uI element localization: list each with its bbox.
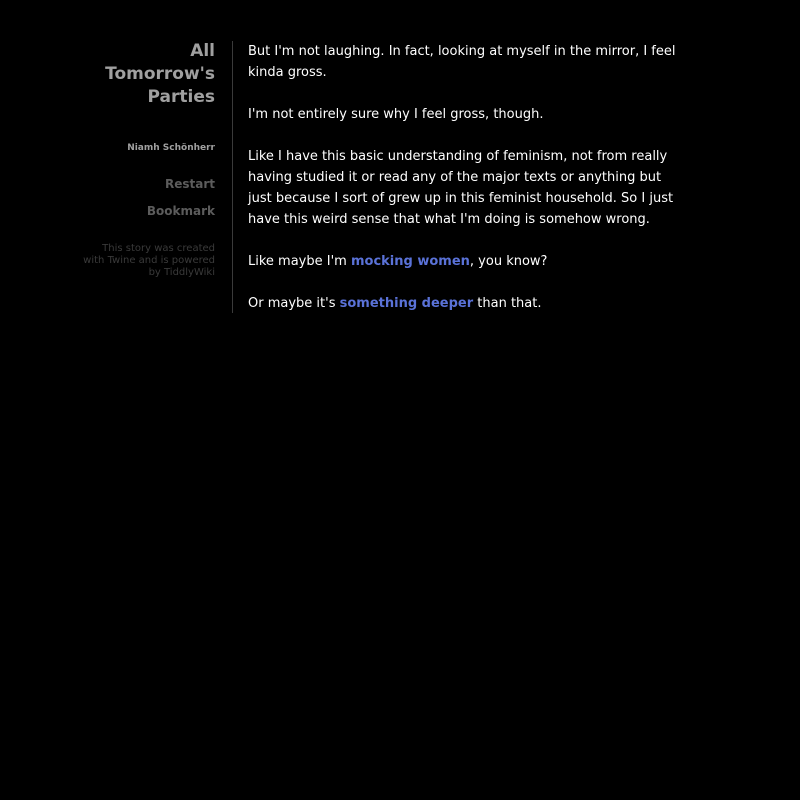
link-mocking-women[interactable]: mocking women bbox=[350, 254, 470, 269]
credits bbox=[60, 243, 215, 279]
passage-paragraph-3: Like I have this basic understanding of feminism, not from really having studied it or read any of the major texts or anything but just because I sort of grew up in this feminist household. So I just have this weird sense that what I'm doing is somehow wrong. bbox=[248, 149, 674, 227]
passage-text: than that. bbox=[473, 296, 542, 311]
credits-line-2: with Twine and is powered bbox=[83, 255, 215, 266]
story-title-line-1: All bbox=[190, 41, 215, 61]
passage-text: Or maybe it's bbox=[248, 296, 340, 311]
sidebar bbox=[60, 40, 215, 279]
story-title bbox=[60, 40, 215, 109]
sidebar-divider bbox=[232, 41, 233, 313]
passage bbox=[248, 41, 688, 335]
link-something-deeper[interactable]: something deeper bbox=[339, 296, 474, 311]
story-author: Niamh Schönherr bbox=[127, 143, 215, 153]
passage-text: , you know? bbox=[469, 254, 548, 269]
passage-paragraph-5 bbox=[248, 293, 688, 314]
story-title-line-3: Parties bbox=[147, 87, 215, 107]
passage-text: Like maybe I'm bbox=[248, 254, 351, 269]
bookmark-link[interactable]: Bookmark bbox=[146, 204, 215, 218]
credits-line-1: This story was created bbox=[102, 243, 215, 254]
restart-link[interactable]: Restart bbox=[164, 177, 215, 191]
passage-paragraph-1: But I'm not laughing. In fact, looking at myself in the mirror, I feel kinda gross. bbox=[248, 44, 676, 80]
passage-paragraph-2: I'm not entirely sure why I feel gross, though. bbox=[248, 107, 544, 122]
story-title-line-2: Tomorrow's bbox=[105, 64, 215, 84]
credits-line-3: by TiddlyWiki bbox=[148, 267, 215, 278]
passage-paragraph-4 bbox=[248, 251, 688, 272]
